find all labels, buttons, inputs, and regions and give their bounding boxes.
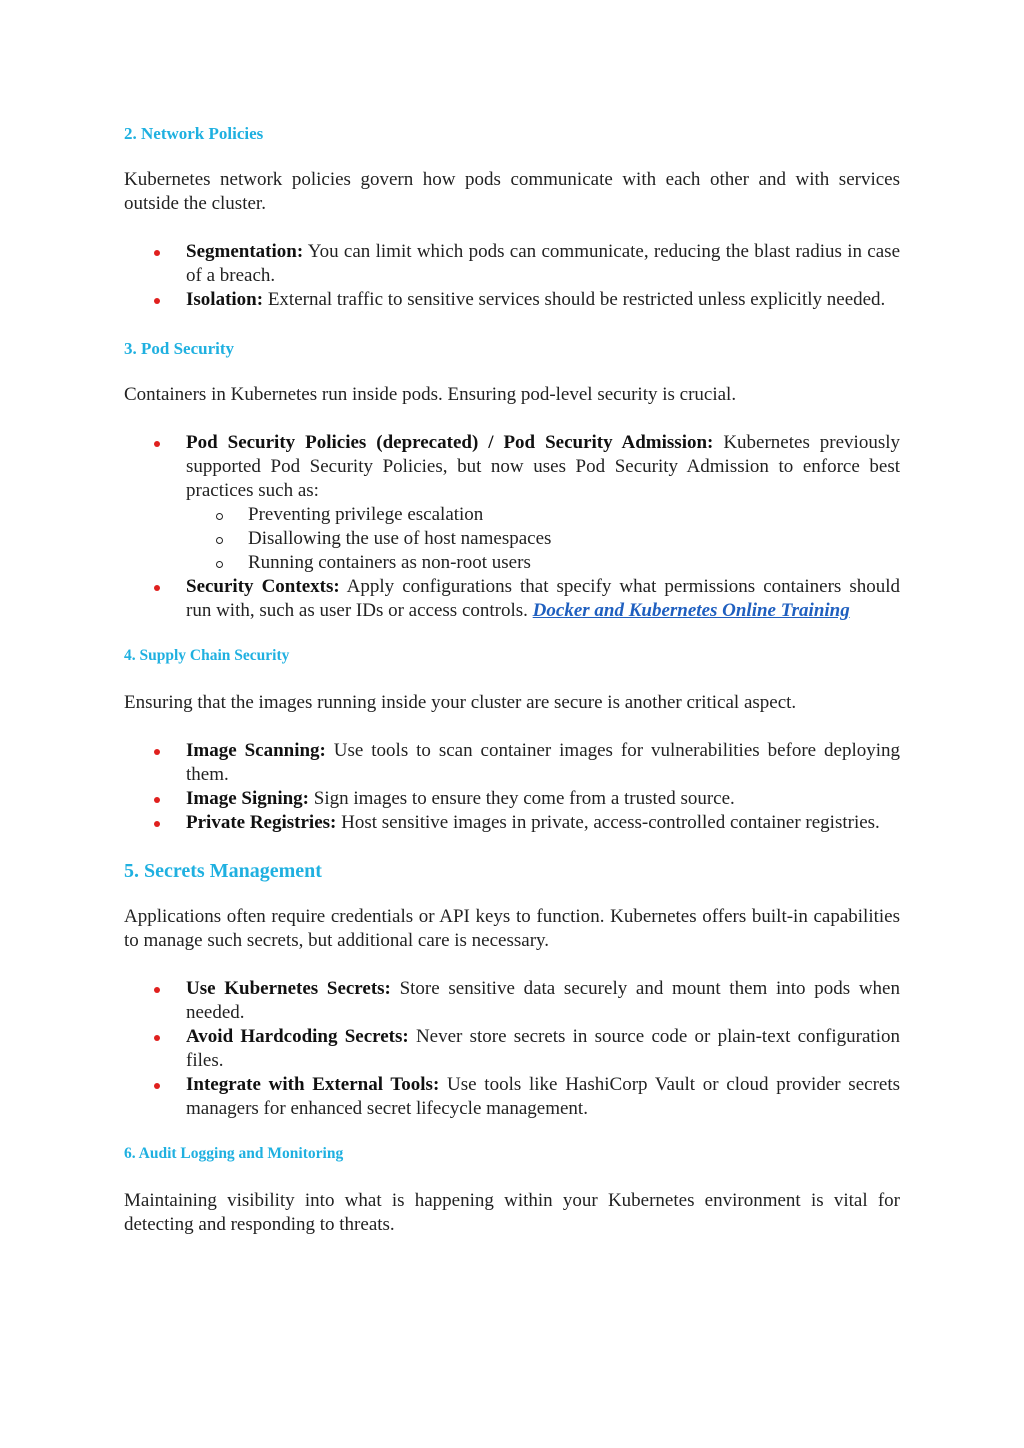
sub-list-item: [186, 527, 900, 551]
bullet-text: You can limit which pods can communicate, reducing the blast radius in case of a breach.: [186, 241, 900, 286]
bullet-term: Image Signing:: [186, 788, 309, 809]
bullet-icon: [154, 749, 160, 755]
bullet-text: Sign images to ensure they come from a trusted source.: [309, 788, 735, 809]
bullet-icon: [154, 987, 160, 993]
pod-bullet-list: [124, 431, 900, 623]
pod-intro: Containers in Kubernetes run inside pods. Ensuring pod-level security is crucial.: [124, 384, 737, 405]
section-heading-supply-chain-security: 4. Supply Chain Security: [124, 647, 290, 664]
network-bullet-list: [124, 240, 900, 312]
audit-intro: Maintaining visibility into what is happening within your Kubernetes environment is vital for detecting and responding to threats.: [124, 1190, 900, 1235]
bullet-term: Pod Security Policies (deprecated) / Pod Security Admission:: [186, 432, 714, 453]
sub-item-text: Disallowing the use of host namespaces: [248, 528, 552, 549]
list-item: [124, 1025, 900, 1073]
bullet-icon: [154, 821, 160, 827]
secrets-bullet-list: [124, 977, 900, 1121]
sub-item-text: Preventing privilege escalation: [248, 504, 484, 525]
supply-bullet-list: [124, 739, 900, 835]
document-page: [124, 122, 900, 1237]
circle-bullet-icon: [216, 537, 223, 544]
list-item: [124, 811, 900, 835]
bullet-text: Store sensitive data securely and mount them into pods when needed.: [186, 978, 900, 1023]
network-intro: Kubernetes network policies govern how pods communicate with each other and with services outside the cluster.: [124, 169, 900, 214]
bullet-icon: [154, 1083, 160, 1089]
circle-bullet-icon: [216, 513, 223, 520]
bullet-term: Isolation:: [186, 289, 264, 310]
bullet-term: Image Scanning:: [186, 740, 326, 761]
list-item: [124, 1073, 900, 1121]
bullet-term: Private Registries:: [186, 812, 337, 833]
list-item: [124, 739, 900, 787]
list-item: [124, 977, 900, 1025]
bullet-icon: [154, 441, 160, 447]
bullet-term: Use Kubernetes Secrets:: [186, 978, 391, 999]
bullet-icon: [154, 797, 160, 803]
bullet-term: Avoid Hardcoding Secrets:: [186, 1026, 409, 1047]
list-item: [124, 288, 900, 312]
list-item: [124, 787, 900, 811]
bullet-icon: [154, 585, 160, 591]
section-heading-pod-security: 3. Pod Security: [124, 339, 235, 358]
pod-sub-list: [186, 503, 900, 575]
bullet-text: Use tools like HashiCorp Vault or cloud provider secrets managers for enhanced secret lifecycle management.: [186, 1074, 901, 1119]
bullet-term: Segmentation:: [186, 241, 304, 262]
bullet-text: Apply configurations that specify what permissions containers should run with, such as user IDs or access controls.: [186, 576, 901, 621]
bullet-icon: [154, 250, 160, 256]
bullet-text: External traffic to sensitive services should be restricted unless explicitly needed.: [263, 289, 886, 310]
bullet-text: Kubernetes previously supported Pod Security Policies, but now uses Pod Security Admission to enforce best practices such as:: [186, 432, 901, 501]
bullet-icon: [154, 298, 160, 304]
sub-item-text: Running containers as non-root users: [248, 552, 531, 573]
bullet-term: Integrate with External Tools:: [186, 1074, 440, 1095]
bullet-icon: [154, 1035, 160, 1041]
bullet-text: Use tools to scan container images for vulnerabilities before deploying them.: [186, 740, 900, 785]
list-item: [124, 575, 900, 623]
bullet-text: Never store secrets in source code or plain-text configuration files.: [186, 1026, 900, 1071]
training-link[interactable]: Docker and Kubernetes Online Training: [532, 600, 850, 621]
list-item: [124, 431, 900, 575]
list-item: [124, 240, 900, 288]
sub-list-item: [186, 551, 900, 575]
circle-bullet-icon: [216, 561, 223, 568]
section-heading-network-policies: 2. Network Policies: [124, 124, 264, 143]
section-heading-secrets-management: 5. Secrets Management: [124, 860, 322, 882]
sub-list-item: [186, 503, 900, 527]
bullet-text: Host sensitive images in private, access-controlled container registries.: [336, 812, 880, 833]
bullet-term: Security Contexts:: [186, 576, 340, 597]
supply-intro: Ensuring that the images running inside your cluster are secure is another critical aspect.: [124, 692, 797, 713]
section-heading-audit-logging: 6. Audit Logging and Monitoring: [124, 1145, 344, 1162]
secrets-intro: Applications often require credentials or API keys to function. Kubernetes offers built-in capabilities to manage such secrets, but additional care is necessary.: [124, 906, 900, 951]
